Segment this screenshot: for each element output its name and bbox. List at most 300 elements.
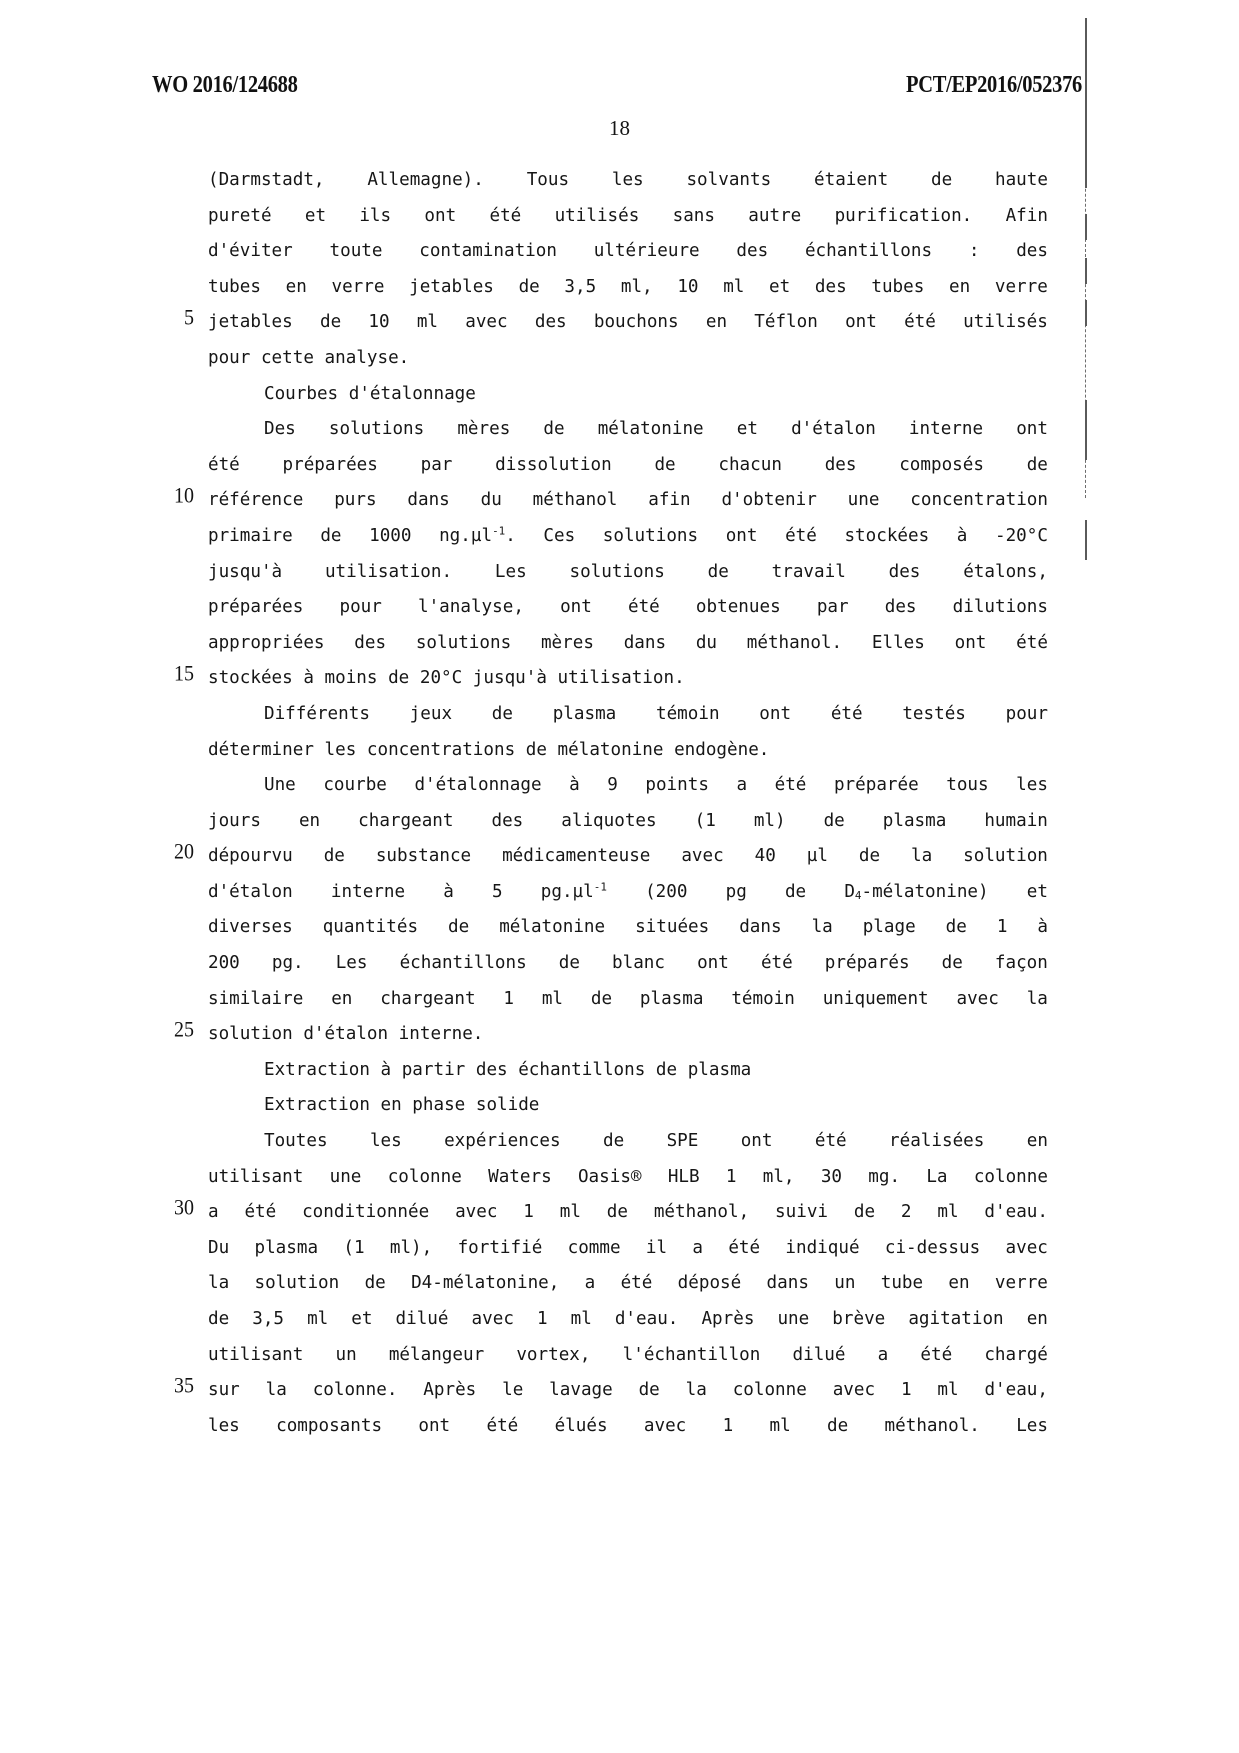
word: ml (769, 1415, 791, 1436)
word: été (486, 1415, 519, 1436)
word: été (814, 1131, 847, 1152)
word: de (558, 953, 580, 974)
word: dilutions (952, 597, 1048, 618)
word: (1 (343, 1237, 365, 1258)
line-content: pour cette analyse. (208, 347, 410, 368)
word: de (931, 170, 953, 190)
text-line (150, 448, 1050, 484)
word: Après (423, 1380, 477, 1401)
word: purs (334, 490, 377, 511)
word: solvants (686, 170, 772, 190)
word: tube (880, 1273, 924, 1294)
word: Téflon (754, 312, 818, 333)
word: agitation (908, 1309, 1004, 1329)
text-line (150, 804, 1050, 840)
word: solutions (328, 419, 425, 440)
word: µl (806, 846, 828, 867)
word: la (1026, 988, 1048, 1009)
word: Afin (1005, 205, 1048, 226)
word: plasma (254, 1237, 319, 1258)
word: appropriées (208, 632, 325, 653)
word: tubes (871, 276, 925, 297)
word: ils (359, 205, 392, 226)
word: de (858, 846, 881, 867)
line-content: Courbes d'étalonnage (264, 383, 476, 404)
word: colonne. (312, 1380, 398, 1401)
word: jetables (409, 276, 494, 297)
word: ont (560, 597, 592, 618)
word: Les (1016, 1415, 1048, 1436)
word: les (1016, 775, 1048, 796)
text-line (150, 305, 1050, 341)
word: d'obtenir (721, 490, 817, 511)
margin-tick (1085, 18, 1087, 188)
word: à (443, 881, 454, 902)
word: Après (701, 1309, 755, 1329)
text-line (150, 199, 1050, 235)
word: blanc (612, 953, 665, 974)
word: 1 (523, 1202, 534, 1223)
word: par (420, 454, 453, 475)
word: de (827, 1415, 849, 1436)
line-content (264, 697, 1048, 733)
word: été (830, 703, 863, 724)
word: les (208, 1415, 240, 1436)
word: et (304, 205, 327, 226)
word: réalisées (889, 1131, 985, 1152)
word: ml (559, 1202, 581, 1223)
line-content (208, 1409, 1048, 1445)
word: avec (1005, 1237, 1048, 1258)
word: du (695, 632, 718, 653)
word: des (824, 454, 857, 475)
word: humain (984, 810, 1048, 831)
word: des (888, 561, 921, 582)
text-line (150, 377, 1050, 413)
word: chargeant (380, 988, 476, 1009)
margin-tick (1085, 300, 1087, 326)
word: 1 (725, 1166, 737, 1187)
word: d'eau, (984, 1380, 1048, 1401)
word: de (784, 881, 807, 902)
word: les (611, 170, 644, 190)
word: en (285, 276, 307, 297)
word: chargé (984, 1344, 1048, 1365)
word: SPE (666, 1131, 699, 1152)
word: un (834, 1273, 856, 1294)
word: a (877, 1344, 889, 1365)
word: façon (994, 953, 1048, 974)
word: une (777, 1309, 810, 1329)
word: échantillons (399, 953, 527, 974)
word: à (1037, 917, 1048, 938)
text-line (150, 1088, 1050, 1124)
word: contamination (419, 241, 557, 262)
word: en (1026, 1131, 1048, 1152)
word: ont (954, 632, 987, 653)
word: utilisés (554, 205, 640, 226)
word: de (208, 1309, 230, 1329)
word: $D_4-mélatonine$) (844, 881, 989, 902)
word: vortex, (516, 1344, 591, 1365)
line-content (208, 270, 1048, 306)
line-content (208, 910, 1048, 946)
text-line (150, 1373, 1050, 1409)
word: mères (540, 632, 594, 653)
word: Toutes (264, 1131, 328, 1152)
line-content (208, 1266, 1048, 1302)
word: obtenues (695, 597, 781, 618)
word: été (1016, 632, 1048, 653)
word: mères (457, 419, 511, 440)
word: 200 (208, 953, 240, 974)
word: interne (908, 419, 984, 440)
word: ci-dessus (884, 1237, 981, 1258)
word: a (584, 1273, 596, 1294)
word: et (1026, 881, 1048, 902)
word: solutions (602, 525, 699, 546)
word: mélatonine (499, 917, 606, 938)
word: a (736, 775, 748, 796)
text-line (150, 1195, 1050, 1231)
line-content: Extraction à partir des échantillons de plasma (264, 1059, 752, 1080)
text-line (150, 1124, 1050, 1160)
text-line (150, 555, 1050, 591)
text-line (150, 341, 1050, 377)
word: Elles (871, 632, 925, 653)
line-content (208, 626, 1048, 662)
line-content (208, 982, 1048, 1018)
word: a (208, 1202, 219, 1223)
word: expériences (444, 1131, 561, 1152)
word: ml) (753, 810, 786, 831)
word: solutions (569, 561, 665, 582)
word: méthanol. (884, 1415, 980, 1436)
word: aliquotes (561, 810, 657, 831)
word: à (569, 775, 580, 796)
text-line (150, 661, 1050, 697)
word: 30 (820, 1166, 842, 1187)
word: témoin (731, 988, 795, 1009)
word: avec (455, 1202, 498, 1223)
text-line (150, 483, 1050, 519)
word: utilisant (208, 1166, 304, 1187)
line-number: 30 (174, 1196, 194, 1221)
line-content (208, 519, 1048, 555)
word: pour (1005, 703, 1048, 724)
word: ng.µl$^{-1}$. (439, 524, 516, 546)
text-line (150, 697, 1050, 733)
line-number: 5 (184, 306, 194, 331)
word: ont (759, 703, 792, 724)
line-content: solution d'étalon interne. (208, 1024, 484, 1045)
word: colonne (973, 1166, 1048, 1187)
word: utilisant (208, 1344, 304, 1365)
line-content (208, 875, 1048, 911)
word: composés (899, 454, 984, 475)
word: primaire (208, 525, 293, 546)
word: ont (845, 312, 877, 333)
word: bouchons (593, 312, 679, 333)
word: ml (570, 1309, 592, 1329)
word: des (1016, 241, 1048, 262)
text-line (150, 1053, 1050, 1089)
word: fortifié (457, 1237, 543, 1258)
word: La (926, 1166, 948, 1187)
line-content (208, 804, 1048, 840)
word: de (319, 312, 342, 333)
word: préparés (824, 953, 910, 974)
word: sans (672, 205, 715, 226)
word: des (491, 810, 524, 831)
line-number: 25 (174, 1018, 194, 1043)
line-content: déterminer les concentrations de mélatonine endogène. (208, 739, 770, 760)
line-content (208, 1373, 1048, 1409)
word: ont (418, 1415, 451, 1436)
word: en (298, 810, 321, 831)
word: ultérieure (593, 241, 700, 262)
word: concentration (910, 490, 1048, 511)
word: et (769, 276, 791, 297)
word: de (638, 1380, 660, 1401)
word: dilué (792, 1344, 846, 1365)
word: plasma (882, 810, 947, 831)
line-content (208, 590, 1048, 626)
word: jeux (409, 703, 453, 724)
text-line (150, 982, 1050, 1018)
word: de (707, 561, 729, 582)
word: dans (407, 490, 450, 511)
line-content (208, 946, 1048, 982)
word: (Darmstadt, (208, 170, 325, 190)
word: ml (937, 1202, 959, 1223)
word: tubes (208, 276, 261, 297)
word: ont (1016, 419, 1048, 440)
running-header (152, 72, 1082, 99)
word: la (811, 917, 833, 938)
text-line (150, 839, 1050, 875)
word: interne (330, 881, 406, 902)
word: dilué (395, 1309, 449, 1329)
word: similaire (208, 988, 304, 1009)
word: étalons, (963, 561, 1048, 582)
line-content (208, 839, 1048, 875)
word: avec (643, 1415, 687, 1436)
word: Waters (488, 1166, 552, 1187)
line-content: Extraction en phase solide (264, 1095, 540, 1116)
word: conditionnée (302, 1202, 430, 1223)
word: de (654, 454, 676, 475)
word: solution (254, 1273, 340, 1294)
text-line (150, 412, 1050, 448)
margin-tick (1085, 520, 1087, 560)
word: utilisation. (324, 561, 453, 582)
word: témoin (656, 703, 720, 724)
word: par (816, 597, 849, 618)
word: 1 (536, 1309, 548, 1329)
word: (200 (645, 881, 688, 902)
word: verre (994, 276, 1048, 297)
word: du (480, 490, 502, 511)
word: des (814, 276, 847, 297)
word: été (728, 1237, 761, 1258)
word: il (645, 1237, 668, 1258)
text-line (150, 590, 1050, 626)
word: dissolution (495, 454, 612, 475)
word: ml (541, 988, 564, 1009)
word: 10 (677, 276, 699, 297)
word: 40 (754, 846, 776, 867)
word: été (920, 1344, 953, 1365)
word: dans (623, 632, 667, 653)
word: préparée (833, 775, 919, 796)
word: composants (276, 1415, 383, 1436)
application-number: PCT/EP2016/052376 (906, 72, 1082, 98)
word: quantités (322, 917, 419, 938)
word: D4-mélatonine, (411, 1273, 560, 1294)
word: a (692, 1237, 703, 1258)
word: été (489, 205, 522, 226)
word: mélatonine (597, 419, 704, 440)
word: 3,5 (564, 276, 597, 297)
word: jusqu'à (208, 561, 283, 582)
text-line (150, 946, 1050, 982)
word: référence (208, 490, 304, 511)
word: de (323, 846, 345, 867)
word: 1000 (369, 525, 412, 546)
text-line (150, 910, 1050, 946)
word: Allemagne). (367, 170, 484, 190)
text-line (150, 1231, 1050, 1267)
word: toute (329, 241, 383, 262)
word: points (645, 775, 709, 796)
line-number: 20 (174, 840, 194, 865)
line-content (208, 555, 1048, 591)
word: un (335, 1344, 357, 1365)
word: de (823, 810, 845, 831)
word: de (518, 276, 540, 297)
line-content: stockées à moins de 20°C jusqu'à utilisation. (208, 668, 685, 689)
word: été (208, 454, 240, 475)
word: avec (681, 846, 724, 867)
text-line (150, 1409, 1050, 1445)
word: diverses (208, 917, 293, 938)
word: les (369, 1131, 402, 1152)
word: solution (963, 846, 1048, 867)
word: jours (208, 810, 261, 831)
word: la (685, 1380, 707, 1401)
line-content (208, 1195, 1048, 1231)
word: brève (832, 1309, 886, 1329)
word: méthanol (532, 490, 618, 511)
word: à (956, 525, 968, 546)
word: autre (748, 205, 802, 226)
word: ml, (762, 1166, 795, 1187)
word: solutions (415, 632, 512, 653)
word: été (620, 1273, 653, 1294)
word: d'étalon (208, 881, 293, 902)
word: plasma (639, 988, 704, 1009)
word: déposé (677, 1273, 742, 1294)
text-line (150, 626, 1050, 662)
word: avec (465, 312, 508, 333)
word: de (853, 1202, 876, 1223)
word: le (502, 1380, 524, 1401)
word: méthanol. (746, 632, 843, 653)
word: préparées (282, 454, 378, 475)
line-content (208, 234, 1048, 270)
word: et (736, 419, 758, 440)
line-content (208, 483, 1048, 519)
word: d'éviter (208, 241, 293, 262)
word: jetables (208, 312, 293, 333)
word: HLB (667, 1166, 700, 1187)
text-line (150, 733, 1050, 769)
word: dans (766, 1273, 809, 1294)
word: avec (832, 1380, 876, 1401)
word: ml (307, 1309, 329, 1329)
word: en (948, 1273, 970, 1294)
word: substance (375, 846, 472, 867)
word: l'analyse, (418, 597, 524, 618)
word: testés (902, 703, 966, 724)
word: suivi (775, 1202, 829, 1223)
word: ont (424, 205, 457, 226)
margin-tick (1085, 258, 1087, 284)
word: de (1026, 454, 1048, 475)
line-content (208, 1338, 1048, 1374)
line-content (264, 1124, 1048, 1160)
line-content (208, 163, 1048, 199)
word: de (320, 525, 342, 546)
word: Les (494, 561, 527, 582)
word: de (945, 917, 967, 938)
word: en (949, 276, 971, 297)
word: été (760, 953, 793, 974)
word: des (736, 241, 769, 262)
word: l'échantillon (622, 1344, 761, 1365)
word: de (941, 953, 963, 974)
word: avec (956, 988, 999, 1009)
word: ont (697, 953, 729, 974)
word: été (244, 1202, 277, 1223)
word: afin (648, 490, 691, 511)
text-line (150, 768, 1050, 804)
word: colonne (387, 1166, 462, 1187)
word: mélangeur (388, 1344, 485, 1365)
line-content (208, 1160, 1048, 1196)
word: la (911, 846, 933, 867)
word: une (847, 490, 880, 511)
text-line (150, 1160, 1050, 1196)
word: des (534, 312, 567, 333)
word: en (705, 312, 728, 333)
word: une (329, 1166, 362, 1187)
word: lavage (549, 1380, 613, 1401)
word: ml (723, 276, 745, 297)
word: en (1026, 1309, 1048, 1329)
word: de (590, 988, 613, 1009)
word: ml (416, 312, 439, 333)
word: 10 (368, 312, 390, 333)
word: ont (740, 1131, 773, 1152)
word: des (354, 632, 387, 653)
word: Des (264, 419, 296, 440)
word: de (491, 703, 513, 724)
word: élués (554, 1415, 608, 1436)
line-content (208, 199, 1048, 235)
word: d'étalonnage (414, 775, 542, 796)
